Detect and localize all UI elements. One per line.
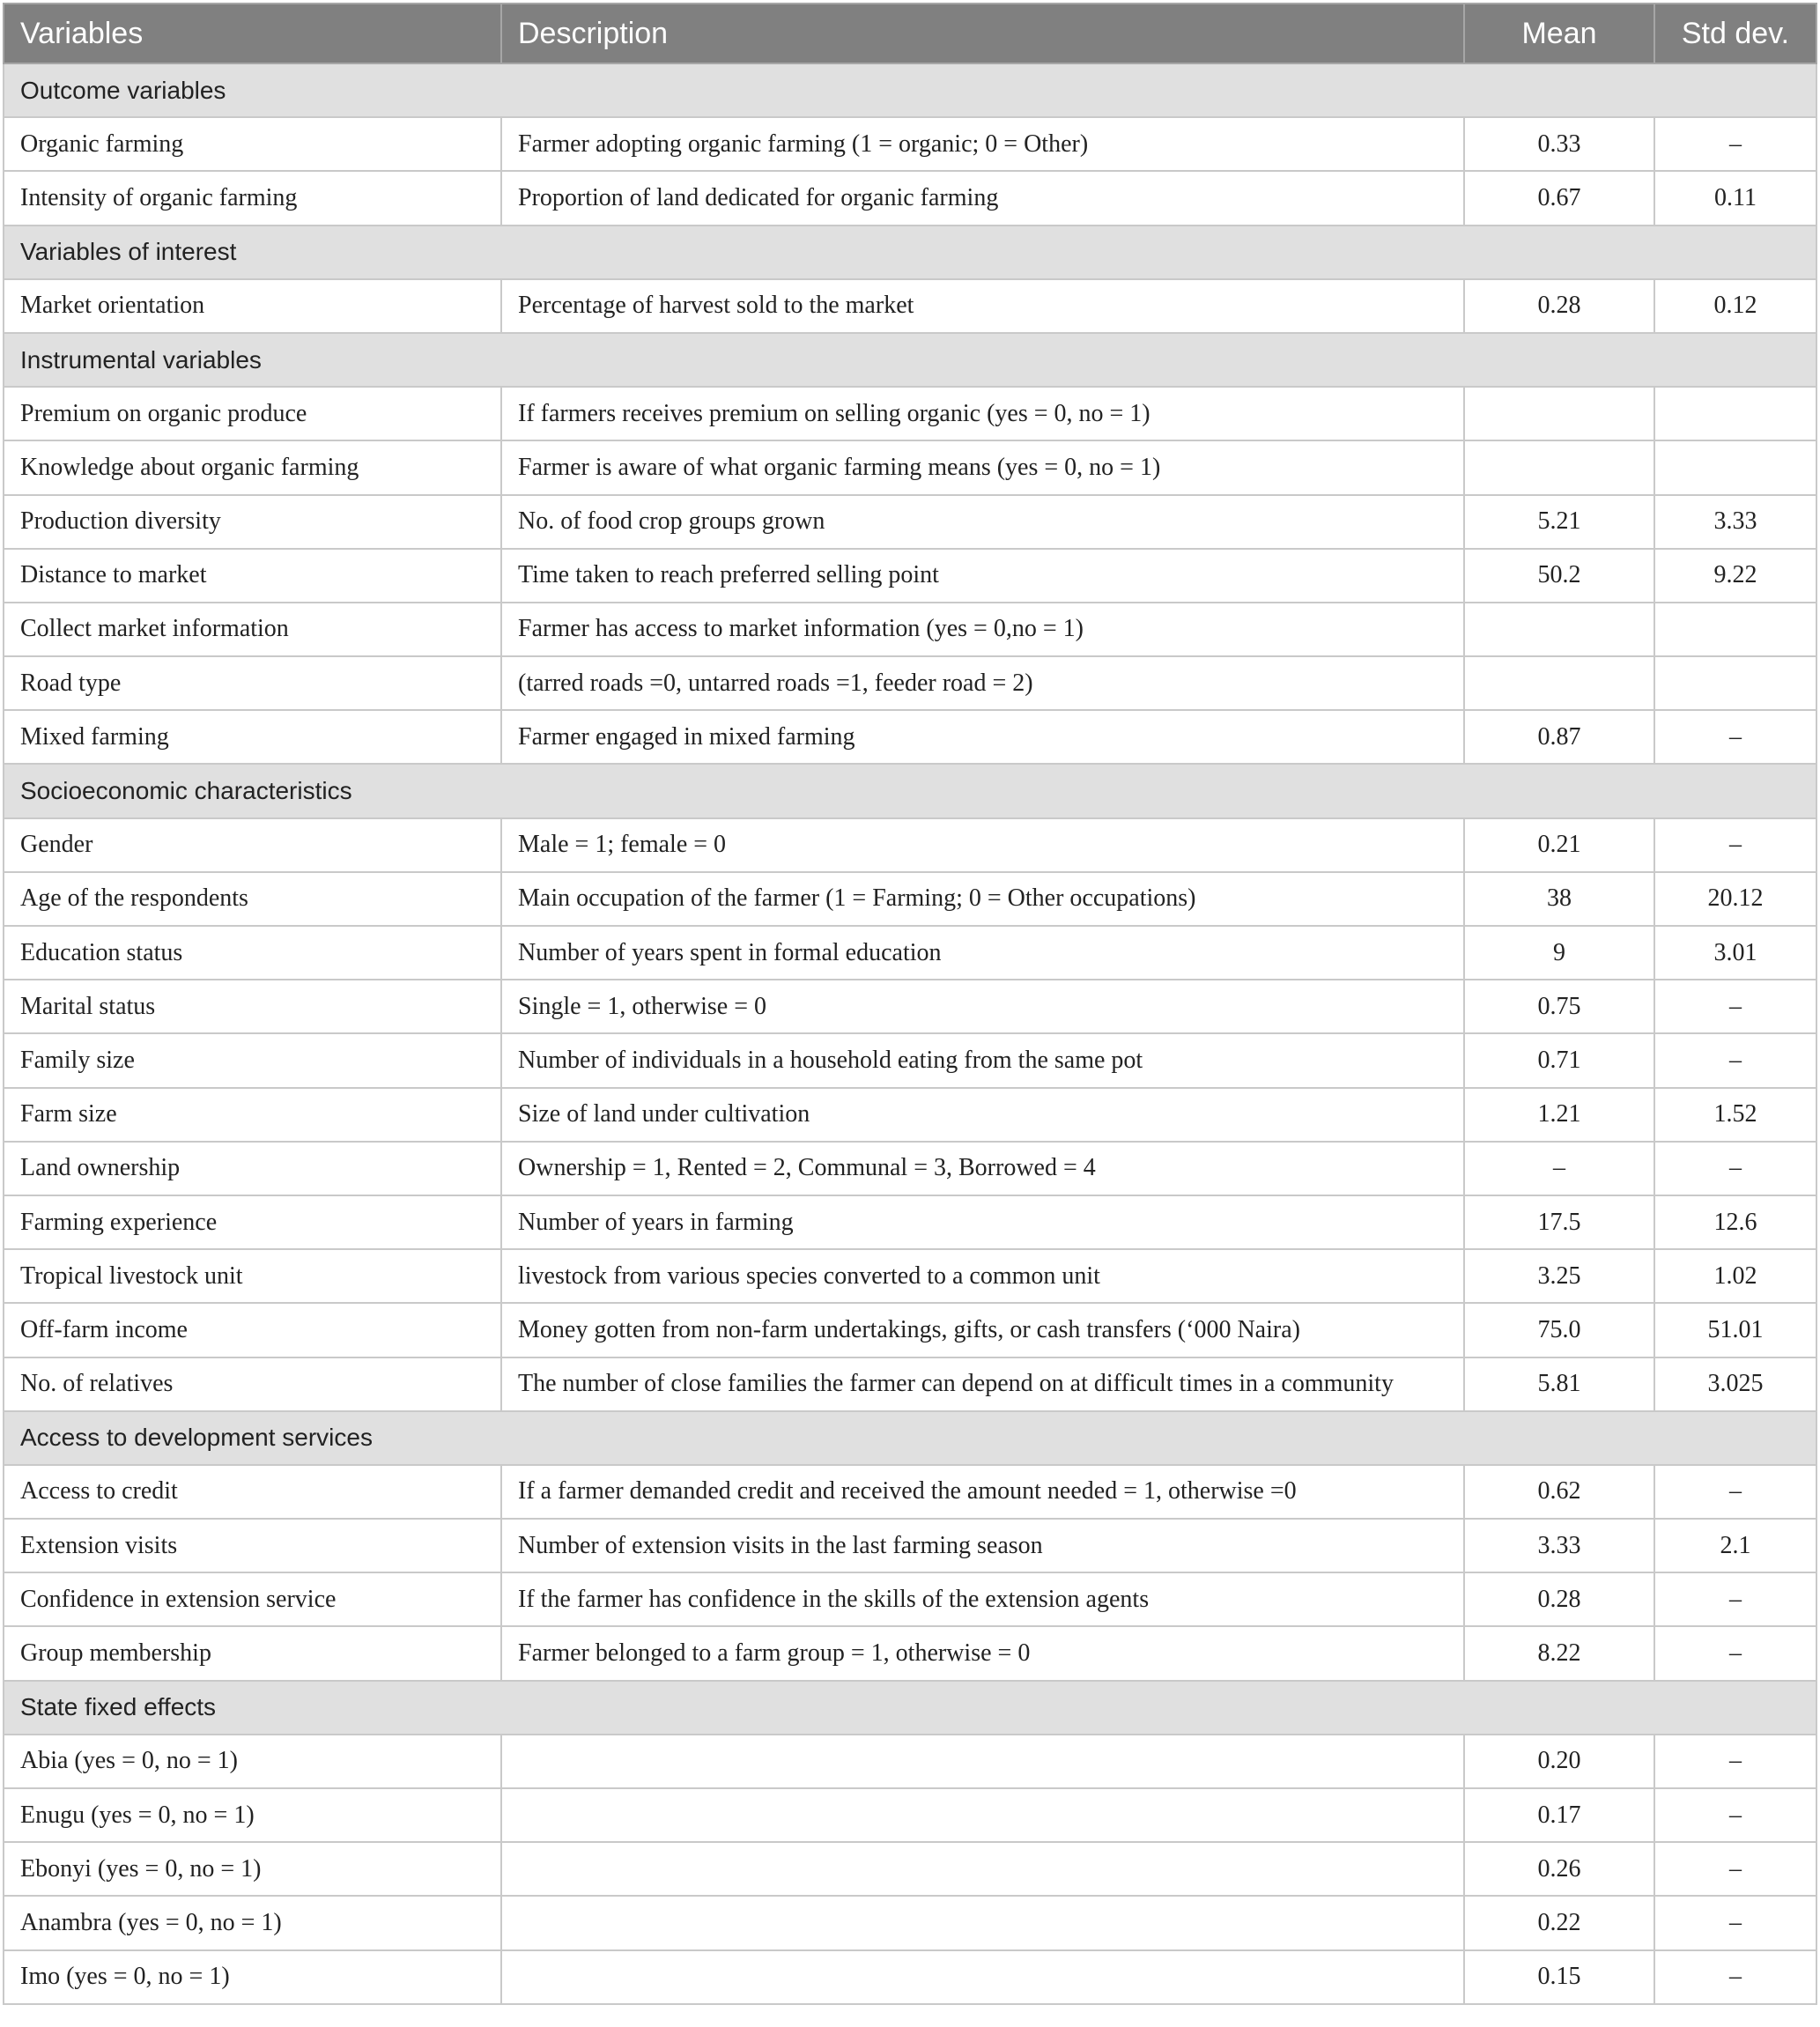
description-cell: Money gotten from non-farm undertakings, gifts, or cash transfers (‘000 Naira) bbox=[501, 1303, 1464, 1357]
description-cell bbox=[501, 1788, 1464, 1842]
variable-cell: Mixed farming bbox=[4, 710, 501, 764]
std-dev-cell: 12.6 bbox=[1654, 1195, 1816, 1249]
description-cell: No. of food crop groups grown bbox=[501, 495, 1464, 549]
std-dev-cell: 2.1 bbox=[1654, 1519, 1816, 1572]
std-dev-cell: – bbox=[1654, 1735, 1816, 1788]
mean-cell bbox=[1464, 440, 1654, 494]
variable-cell: Abia (yes = 0, no = 1) bbox=[4, 1735, 501, 1788]
table-row bbox=[4, 1896, 1816, 1949]
header-description: Description bbox=[501, 4, 1464, 63]
table-row bbox=[4, 279, 1816, 333]
variable-cell: Intensity of organic farming bbox=[4, 171, 501, 225]
variable-cell: Gender bbox=[4, 818, 501, 872]
std-dev-cell: 0.11 bbox=[1654, 171, 1816, 225]
header-std-dev: Std dev. bbox=[1654, 4, 1816, 63]
table-row bbox=[4, 549, 1816, 603]
variable-cell: Access to credit bbox=[4, 1465, 501, 1519]
table-header bbox=[4, 4, 1816, 63]
std-dev-cell: 3.01 bbox=[1654, 926, 1816, 980]
mean-cell: 0.67 bbox=[1464, 171, 1654, 225]
std-dev-cell: 51.01 bbox=[1654, 1303, 1816, 1357]
section-title: Instrumental variables bbox=[4, 333, 1816, 387]
mean-cell bbox=[1464, 387, 1654, 440]
variable-cell: Collect market information bbox=[4, 603, 501, 656]
section-row bbox=[4, 63, 1816, 117]
variable-cell: Ebonyi (yes = 0, no = 1) bbox=[4, 1842, 501, 1896]
table-row bbox=[4, 980, 1816, 1033]
table-row bbox=[4, 171, 1816, 225]
description-cell: Farmer belonged to a farm group = 1, otherwise = 0 bbox=[501, 1626, 1464, 1680]
std-dev-cell: – bbox=[1654, 117, 1816, 171]
variable-cell: Production diversity bbox=[4, 495, 501, 549]
description-cell: Farmer has access to market information (yes = 0,no = 1) bbox=[501, 603, 1464, 656]
description-cell bbox=[501, 1896, 1464, 1949]
std-dev-cell: 0.12 bbox=[1654, 279, 1816, 333]
description-cell: livestock from various species converted to a common unit bbox=[501, 1249, 1464, 1303]
mean-cell: 9 bbox=[1464, 926, 1654, 980]
variable-cell: Imo (yes = 0, no = 1) bbox=[4, 1950, 501, 2004]
section-row bbox=[4, 226, 1816, 279]
mean-cell: 5.21 bbox=[1464, 495, 1654, 549]
variables-table bbox=[3, 3, 1817, 2005]
mean-cell: 0.87 bbox=[1464, 710, 1654, 764]
mean-cell bbox=[1464, 603, 1654, 656]
header-variables: Variables bbox=[4, 4, 501, 63]
description-cell: Ownership = 1, Rented = 2, Communal = 3, Borrowed = 4 bbox=[501, 1142, 1464, 1195]
description-cell bbox=[501, 1735, 1464, 1788]
mean-cell: 0.22 bbox=[1464, 1896, 1654, 1949]
header-row bbox=[4, 4, 1816, 63]
section-row bbox=[4, 333, 1816, 387]
variable-cell: Anambra (yes = 0, no = 1) bbox=[4, 1896, 501, 1949]
variable-cell: Extension visits bbox=[4, 1519, 501, 1572]
description-cell: Number of extension visits in the last farming season bbox=[501, 1519, 1464, 1572]
table-row bbox=[4, 710, 1816, 764]
table-row bbox=[4, 1303, 1816, 1357]
table-row bbox=[4, 117, 1816, 171]
table-row bbox=[4, 603, 1816, 656]
mean-cell: 8.22 bbox=[1464, 1626, 1654, 1680]
mean-cell: 0.21 bbox=[1464, 818, 1654, 872]
std-dev-cell: – bbox=[1654, 980, 1816, 1033]
mean-cell: 0.28 bbox=[1464, 279, 1654, 333]
table-row bbox=[4, 1519, 1816, 1572]
description-cell: Number of individuals in a household eating from the same pot bbox=[501, 1033, 1464, 1087]
description-cell: Percentage of harvest sold to the market bbox=[501, 279, 1464, 333]
mean-cell: 0.26 bbox=[1464, 1842, 1654, 1896]
std-dev-cell: – bbox=[1654, 1465, 1816, 1519]
mean-cell: 0.28 bbox=[1464, 1572, 1654, 1626]
table-row bbox=[4, 656, 1816, 710]
mean-cell: 3.25 bbox=[1464, 1249, 1654, 1303]
section-row bbox=[4, 764, 1816, 817]
mean-cell: 3.33 bbox=[1464, 1519, 1654, 1572]
table-row bbox=[4, 1735, 1816, 1788]
variable-cell: Organic farming bbox=[4, 117, 501, 171]
description-cell: If farmers receives premium on selling organic (yes = 0, no = 1) bbox=[501, 387, 1464, 440]
std-dev-cell: 3.33 bbox=[1654, 495, 1816, 549]
std-dev-cell bbox=[1654, 387, 1816, 440]
mean-cell: – bbox=[1464, 1142, 1654, 1195]
description-cell: If a farmer demanded credit and received the amount needed = 1, otherwise =0 bbox=[501, 1465, 1464, 1519]
std-dev-cell: – bbox=[1654, 1896, 1816, 1949]
description-cell: Main occupation of the farmer (1 = Farming; 0 = Other occupations) bbox=[501, 872, 1464, 926]
description-cell: Male = 1; female = 0 bbox=[501, 818, 1464, 872]
section-row bbox=[4, 1411, 1816, 1465]
std-dev-cell bbox=[1654, 603, 1816, 656]
description-cell: Single = 1, otherwise = 0 bbox=[501, 980, 1464, 1033]
variable-cell: Off-farm income bbox=[4, 1303, 501, 1357]
mean-cell: 38 bbox=[1464, 872, 1654, 926]
variable-cell: Land ownership bbox=[4, 1142, 501, 1195]
variable-cell: Confidence in extension service bbox=[4, 1572, 501, 1626]
std-dev-cell: – bbox=[1654, 818, 1816, 872]
std-dev-cell: 3.025 bbox=[1654, 1357, 1816, 1411]
description-cell: Number of years in farming bbox=[501, 1195, 1464, 1249]
std-dev-cell: – bbox=[1654, 710, 1816, 764]
table-row bbox=[4, 1842, 1816, 1896]
std-dev-cell bbox=[1654, 656, 1816, 710]
description-cell: Farmer engaged in mixed farming bbox=[501, 710, 1464, 764]
table-body bbox=[4, 63, 1816, 2004]
variable-cell: Education status bbox=[4, 926, 501, 980]
mean-cell: 0.62 bbox=[1464, 1465, 1654, 1519]
mean-cell: 0.33 bbox=[1464, 117, 1654, 171]
variable-cell: Farm size bbox=[4, 1088, 501, 1142]
section-title: Outcome variables bbox=[4, 63, 1816, 117]
std-dev-cell: – bbox=[1654, 1142, 1816, 1195]
table-row bbox=[4, 1788, 1816, 1842]
variable-cell: Road type bbox=[4, 656, 501, 710]
header-mean: Mean bbox=[1464, 4, 1654, 63]
mean-cell: 0.20 bbox=[1464, 1735, 1654, 1788]
table-row bbox=[4, 1142, 1816, 1195]
std-dev-cell: – bbox=[1654, 1950, 1816, 2004]
description-cell bbox=[501, 1842, 1464, 1896]
mean-cell: 17.5 bbox=[1464, 1195, 1654, 1249]
table-row bbox=[4, 1033, 1816, 1087]
mean-cell: 0.15 bbox=[1464, 1950, 1654, 2004]
table-row bbox=[4, 387, 1816, 440]
table-row bbox=[4, 1465, 1816, 1519]
variable-cell: Marital status bbox=[4, 980, 501, 1033]
section-title: Access to development services bbox=[4, 1411, 1816, 1465]
std-dev-cell: – bbox=[1654, 1626, 1816, 1680]
mean-cell: 0.71 bbox=[1464, 1033, 1654, 1087]
variable-cell: Tropical livestock unit bbox=[4, 1249, 501, 1303]
mean-cell: 5.81 bbox=[1464, 1357, 1654, 1411]
variable-cell: Distance to market bbox=[4, 549, 501, 603]
variable-cell: Group membership bbox=[4, 1626, 501, 1680]
section-row bbox=[4, 1681, 1816, 1735]
std-dev-cell bbox=[1654, 440, 1816, 494]
table-row bbox=[4, 495, 1816, 549]
std-dev-cell: 9.22 bbox=[1654, 549, 1816, 603]
description-cell: Size of land under cultivation bbox=[501, 1088, 1464, 1142]
std-dev-cell: 20.12 bbox=[1654, 872, 1816, 926]
table-row bbox=[4, 1249, 1816, 1303]
table-row bbox=[4, 440, 1816, 494]
table-row bbox=[4, 1626, 1816, 1680]
description-cell: The number of close families the farmer can depend on at difficult times in a community bbox=[501, 1357, 1464, 1411]
variable-cell: Market orientation bbox=[4, 279, 501, 333]
table-row bbox=[4, 1195, 1816, 1249]
description-cell: Farmer adopting organic farming (1 = organic; 0 = Other) bbox=[501, 117, 1464, 171]
variable-cell: Age of the respondents bbox=[4, 872, 501, 926]
variable-cell: Family size bbox=[4, 1033, 501, 1087]
description-cell bbox=[501, 1950, 1464, 2004]
std-dev-cell: – bbox=[1654, 1842, 1816, 1896]
mean-cell: 0.75 bbox=[1464, 980, 1654, 1033]
table-row bbox=[4, 1357, 1816, 1411]
table-row bbox=[4, 818, 1816, 872]
table-row bbox=[4, 872, 1816, 926]
variable-cell: Knowledge about organic farming bbox=[4, 440, 501, 494]
section-title: Socioeconomic characteristics bbox=[4, 764, 1816, 817]
description-cell: Farmer is aware of what organic farming means (yes = 0, no = 1) bbox=[501, 440, 1464, 494]
variable-cell: No. of relatives bbox=[4, 1357, 501, 1411]
table-row bbox=[4, 1088, 1816, 1142]
description-cell: Proportion of land dedicated for organic farming bbox=[501, 171, 1464, 225]
std-dev-cell: 1.02 bbox=[1654, 1249, 1816, 1303]
section-title: State fixed effects bbox=[4, 1681, 1816, 1735]
variable-cell: Enugu (yes = 0, no = 1) bbox=[4, 1788, 501, 1842]
std-dev-cell: 1.52 bbox=[1654, 1088, 1816, 1142]
std-dev-cell: – bbox=[1654, 1788, 1816, 1842]
description-cell: Time taken to reach preferred selling point bbox=[501, 549, 1464, 603]
description-cell: If the farmer has confidence in the skills of the extension agents bbox=[501, 1572, 1464, 1626]
table-row bbox=[4, 1950, 1816, 2004]
variable-cell: Premium on organic produce bbox=[4, 387, 501, 440]
mean-cell: 1.21 bbox=[1464, 1088, 1654, 1142]
section-title: Variables of interest bbox=[4, 226, 1816, 279]
mean-cell: 50.2 bbox=[1464, 549, 1654, 603]
mean-cell: 75.0 bbox=[1464, 1303, 1654, 1357]
description-cell: Number of years spent in formal education bbox=[501, 926, 1464, 980]
description-cell: (tarred roads =0, untarred roads =1, feeder road = 2) bbox=[501, 656, 1464, 710]
mean-cell bbox=[1464, 656, 1654, 710]
variable-cell: Farming experience bbox=[4, 1195, 501, 1249]
std-dev-cell: – bbox=[1654, 1572, 1816, 1626]
mean-cell: 0.17 bbox=[1464, 1788, 1654, 1842]
table-row bbox=[4, 1572, 1816, 1626]
std-dev-cell: – bbox=[1654, 1033, 1816, 1087]
table-row bbox=[4, 926, 1816, 980]
